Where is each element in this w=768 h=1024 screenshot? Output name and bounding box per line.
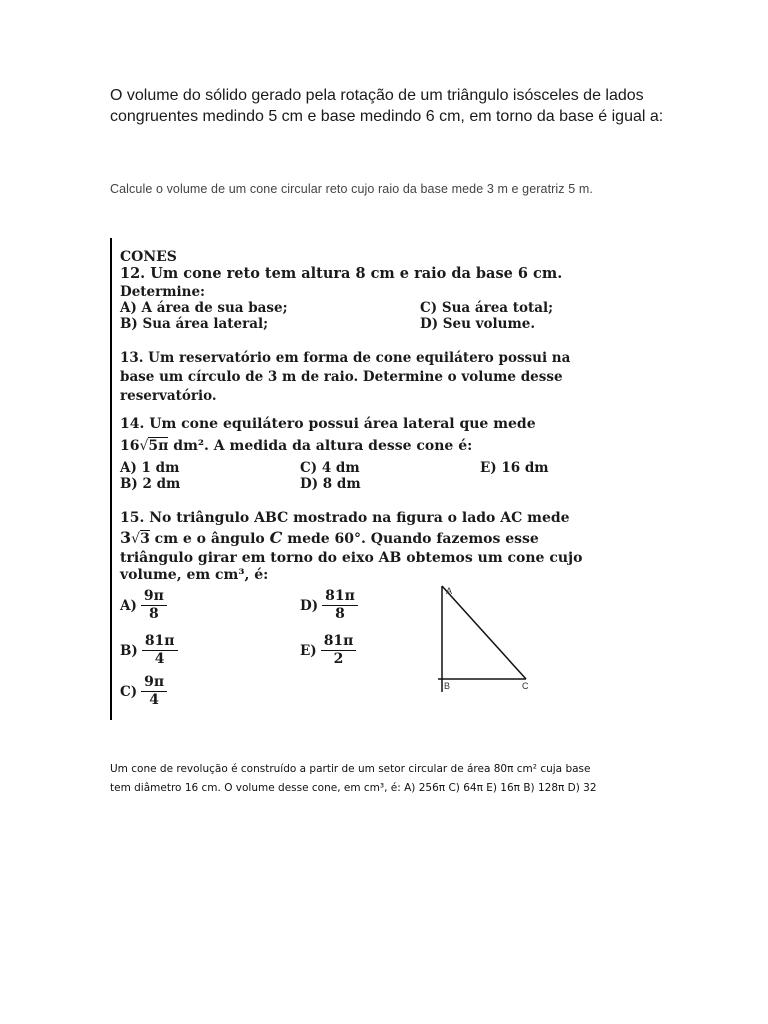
exercise-14-statement: 14. Um cone equilátero possui área lateral que mede — [120, 416, 536, 432]
exercise-12-prompt: Determine: — [120, 284, 206, 300]
option-denominator: 8 — [335, 606, 345, 622]
exercise-14-radicand: 5π — [148, 438, 169, 454]
sqrt-icon: √ — [131, 531, 141, 547]
exercise-12-item-a: A) A área de sua base; — [120, 300, 288, 316]
exercise-14-option-e: E) 16 dm — [480, 460, 549, 476]
exercise-14 — [120, 416, 568, 492]
option-denominator: 8 — [149, 606, 159, 622]
exercise-14-question: . A medida da altura desse cone é: — [204, 438, 473, 454]
question-5 — [110, 760, 650, 798]
exercise-15-option-c — [120, 674, 167, 709]
vertex-b-label: B — [444, 681, 451, 691]
exercise-14-option-c: C) 4 dm — [300, 460, 360, 476]
option-label: C) — [120, 683, 138, 700]
exercise-15-text-end: mede 60°. Quando fazemos esse — [282, 531, 539, 547]
exercise-13-line-1: 13. Um reservatório em forma de cone equilátero possui na — [120, 350, 571, 366]
question-2-text: Calcule o volume de um cone circular reto cujo raio da base mede 3 m e geratriz 5 m. — [110, 182, 593, 196]
exercise-15-radicand: 3 — [140, 531, 150, 547]
triangle-side-ac — [442, 586, 526, 679]
triangle-abc-figure — [432, 578, 542, 698]
exercise-15-option-b — [120, 633, 178, 668]
section-title: CONES — [120, 249, 177, 265]
vertex-c-label: C — [522, 681, 529, 691]
option-numerator: 81π — [142, 633, 178, 651]
option-denominator: 4 — [154, 651, 165, 667]
option-denominator: 2 — [333, 651, 344, 667]
exercise-12-statement: 12. Um cone reto tem altura 8 cm e raio da base 6 cm. — [120, 265, 563, 282]
exercise-14-option-a: A) 1 dm — [120, 460, 180, 476]
exercise-15-option-d — [300, 588, 358, 623]
option-numerator: 9π — [141, 674, 167, 692]
exercise-15-option-e — [300, 633, 356, 668]
option-label: E) — [300, 642, 317, 659]
option-numerator: 81π — [322, 588, 358, 606]
question-5-line-2: tem diâmetro 16 cm. O volume desse cone, em cm³, é: A) 256π C) 64π E) 16π B) 128π D) 32 — [110, 782, 597, 794]
exercise-15-coefficient: 3 — [120, 528, 132, 547]
question-5-line-1: Um cone de revolução é construído a partir de um setor circular de área 80π cm² cuja base — [110, 763, 591, 775]
exercise-15 — [120, 510, 583, 584]
exercise-15-line-4: volume, em cm³, é: — [120, 567, 269, 583]
question-1-text: O volume do sólido gerado pela rotação de um triângulo isósceles de lados congruentes medindo 5 cm e base medindo 6 cm, em torno da base é igual a: — [110, 87, 664, 125]
sqrt-icon: √ — [139, 438, 149, 454]
exercise-15-option-a — [120, 588, 167, 623]
exercise-12-item-d: D) Seu volume. — [420, 316, 536, 332]
vertex-a-label: A — [446, 586, 453, 596]
exercise-14-unit: dm² — [168, 438, 205, 454]
option-label: D) — [300, 597, 319, 614]
exercise-14-option-d: D) 8 dm — [300, 476, 361, 492]
exercise-12-item-c: C) Sua área total; — [420, 300, 554, 316]
exercise-15-angle: C — [269, 528, 283, 547]
exercise-13-line-3: reservatório. — [120, 388, 217, 404]
option-label: B) — [120, 642, 138, 659]
exercise-14-coefficient: 16 — [120, 438, 140, 454]
option-numerator: 9π — [141, 588, 167, 606]
exercise-15-text-mid: cm e o ângulo — [149, 531, 270, 547]
option-denominator: 4 — [149, 692, 160, 708]
exercise-15-statement: 15. No triângulo ABC mostrado na figura o lado AC mede — [120, 510, 570, 526]
exercise-13-line-2: base um círculo de 3 m de raio. Determine o volume desse — [120, 369, 563, 385]
exercise-15-line-3: triângulo girar em torno do eixo AB obtemos um cone cujo — [120, 550, 583, 566]
exercise-12-item-b: B) Sua área lateral; — [120, 316, 269, 332]
option-numerator: 81π — [321, 633, 357, 651]
exercise-14-option-b: B) 2 dm — [120, 476, 181, 492]
scanned-exercise-sheet — [110, 238, 583, 720]
option-label: A) — [120, 597, 137, 614]
exercise-12 — [120, 266, 568, 332]
exercise-13 — [120, 350, 571, 407]
